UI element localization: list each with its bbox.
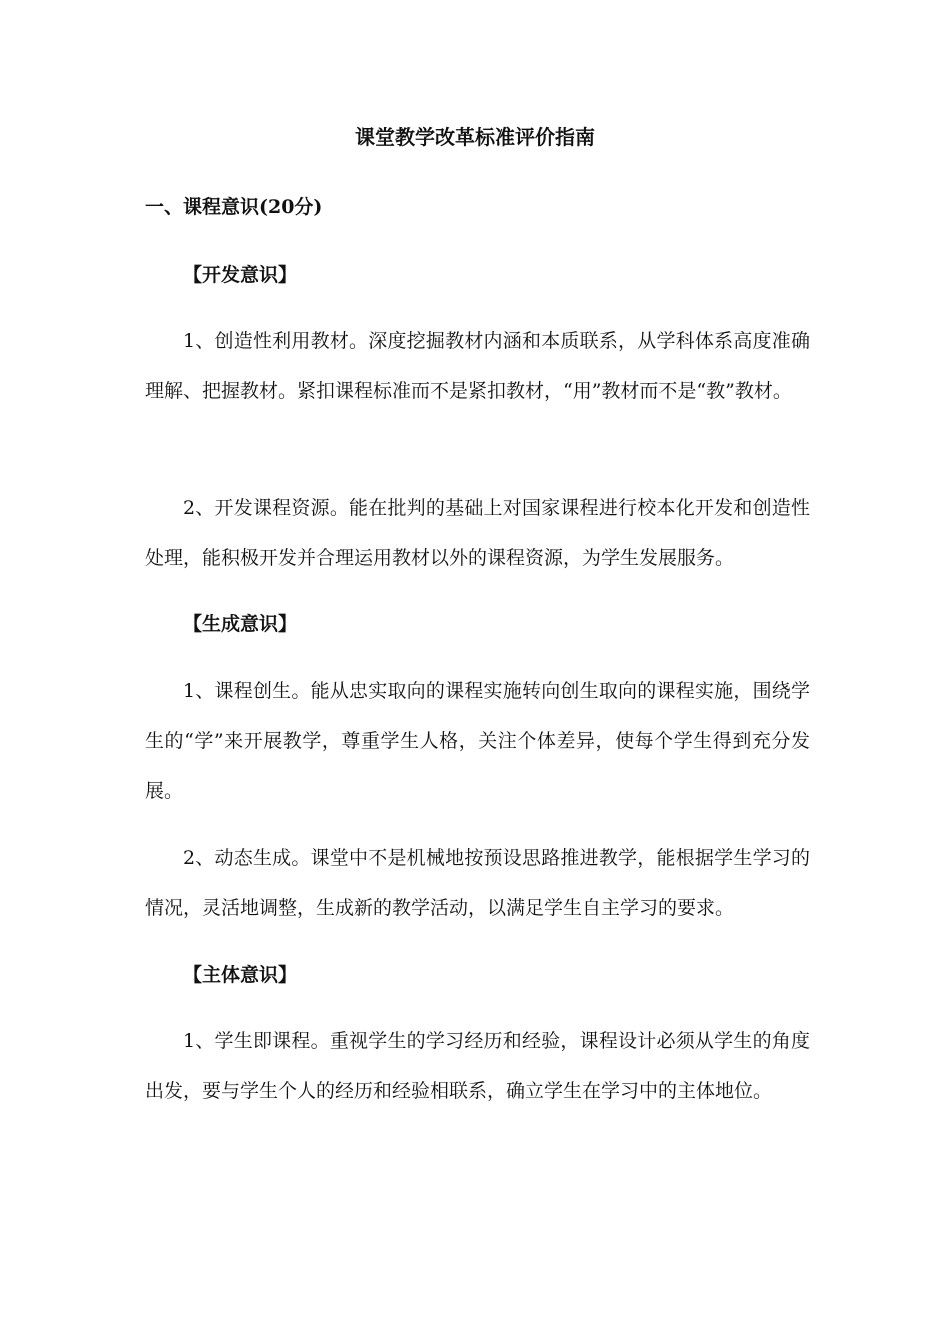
paragraph-subject-item-1: 1、学生即课程。重视学生的学习经历和经验，课程设计必须从学生的角度出发，要与学生个人的经历和经验相联系，确立学生在学习中的主体地位。 <box>145 1030 810 1102</box>
subheading-generation-awareness: 【生成意识】 <box>183 613 298 635</box>
paragraph-generation-item-1: 1、课程创生。能从忠实取向的课程实施转向创生取向的课程实施，围绕学生的“学”来开展教学，尊重学生人格，关注个体差异，使每个学生得到充分发展。 <box>145 680 810 802</box>
paragraph-development-item-2: 2、开发课程资源。能在批判的基础上对国家课程进行校本化开发和创造性处理，能积极开发并合理运用教材以外的课程资源，为学生发展服务。 <box>145 497 810 569</box>
section-heading-course-awareness: 一、课程意识(20分) <box>145 196 323 218</box>
subheading-subject-awareness: 【主体意识】 <box>183 964 298 986</box>
paragraph-development-item-1: 1、创造性利用教材。深度挖掘教材内涵和本质联系，从学科体系高度准确理解、把握教材。紧扣课程标准而不是紧扣教材，“用”教材而不是“教”教材。 <box>145 330 810 402</box>
subheading-development-awareness: 【开发意识】 <box>183 264 298 286</box>
paragraph-generation-item-2: 2、动态生成。课堂中不是机械地按预设思路推进教学，能根据学生学习的情况，灵活地调整，生成新的教学活动，以满足学生自主学习的要求。 <box>145 847 810 919</box>
document-title: 课堂教学改革标准评价指南 <box>355 125 595 149</box>
